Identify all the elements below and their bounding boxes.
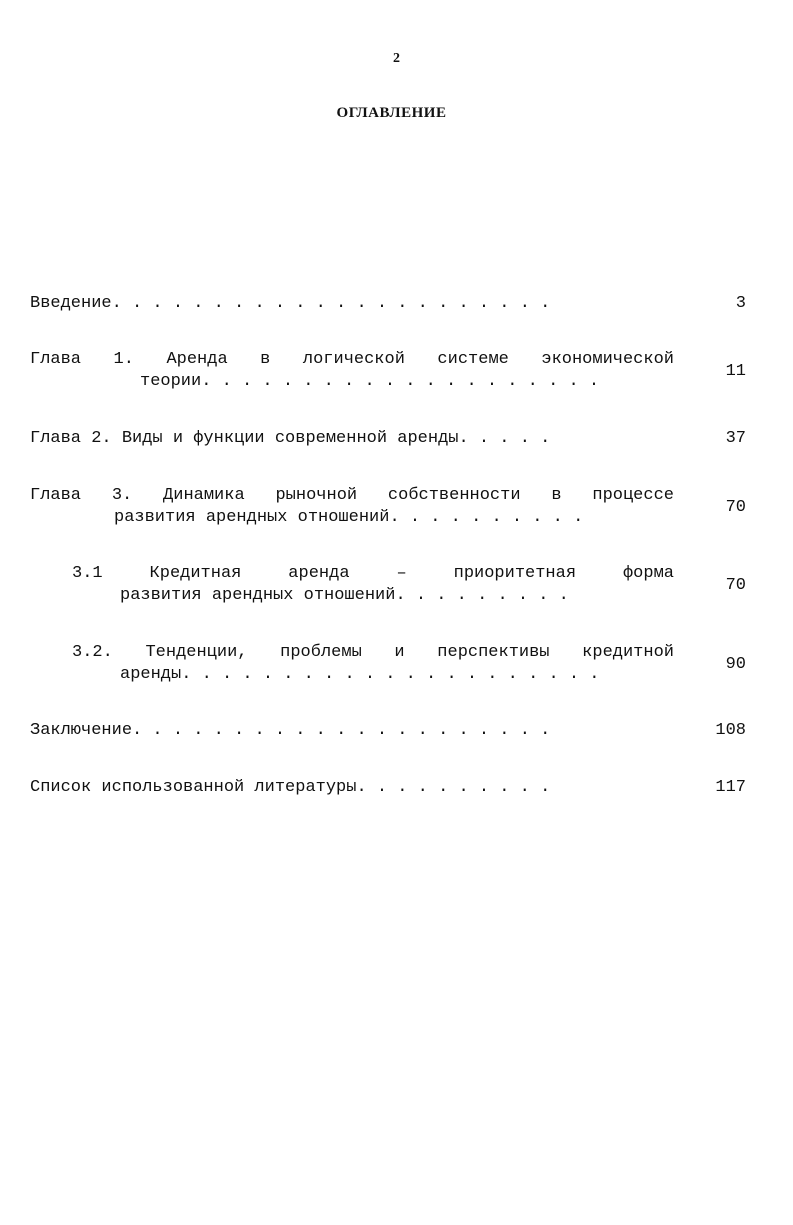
toc-entry-title: 3.1 Кредитная аренда – приоритетная форма [72,564,674,583]
toc-entry-title: Глава 1. Аренда в логической системе экономической [30,350,674,369]
toc-leader-dots: . . . . . . . . . . . . . . . . . . . . . . [111,294,551,313]
toc-entry-title: 3.2. Тенденции, проблемы и перспективы кредитной [72,643,674,662]
toc-page-ref: 108 [715,721,746,740]
toc-entry-bibliography[interactable] [30,777,746,799]
toc-page-ref: 37 [725,429,746,448]
toc-entry-title: Глава 2. Виды и функции современной аренды [30,429,459,448]
toc-page-ref: 117 [715,778,746,797]
toc-leader-dots: . . . . . . . . . [395,586,569,605]
toc-entry-title-continued: теории [140,372,202,391]
toc-leader-dots: . . . . . . . . . . [389,508,584,527]
toc-page-ref: 3 [735,294,746,313]
toc-entry-title: Список использованной литературы [30,778,357,797]
toc-entry-title-continued: развития арендных отношений [114,508,390,527]
toc-entry-title-continued: аренды [120,665,182,684]
toc-entry-chapter-3[interactable] [30,485,746,529]
toc-page-ref: 70 [725,576,746,595]
toc-page-ref: 70 [725,498,746,517]
toc-page-ref: 90 [725,655,746,674]
page-number: 2 [393,51,400,66]
toc-entry-chapter-1[interactable] [30,349,746,393]
toc-leader-dots: . . . . . . . . . . [356,778,551,797]
toc-entry-chapter-2[interactable] [30,428,746,450]
toc-heading: ОГЛАВЛЕНИЕ [336,105,447,121]
toc-entry-conclusion[interactable] [30,720,746,742]
toc-page-ref: 11 [725,362,746,381]
toc-leader-dots: . . . . . . . . . . . . . . . . . . . . . [132,721,551,740]
toc-entry-section-3-2[interactable] [30,642,746,686]
toc-entry-section-3-1[interactable] [30,563,746,607]
toc-entry-title: Заключение [30,721,133,740]
toc-entry-title-continued: развития арендных отношений [120,586,396,605]
toc-entry-title: Глава 3. Динамика рыночной собственности в процессе [30,486,674,505]
toc-leader-dots: . . . . . . . . . . . . . . . . . . . . [201,372,600,391]
toc-leader-dots: . . . . . . . . . . . . . . . . . . . . . [181,665,600,684]
toc-leader-dots: . . . . . [458,429,551,448]
toc-entry-title: Введение [30,294,112,313]
toc-entry-introduction[interactable] [30,293,746,315]
